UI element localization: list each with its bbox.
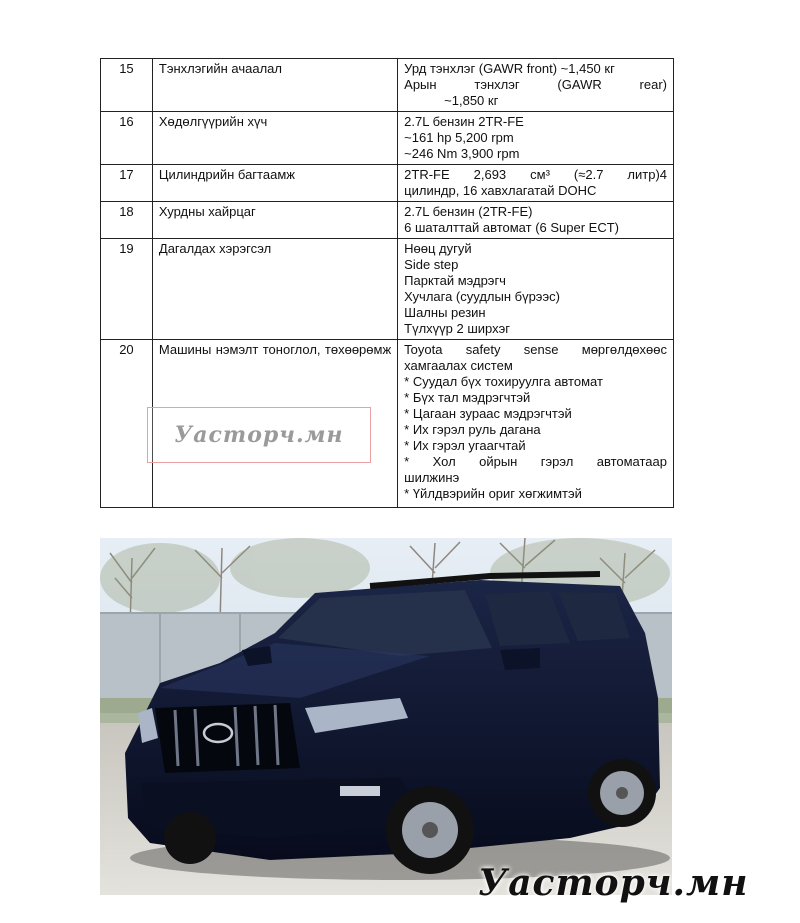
spec-row-15 [101, 59, 674, 112]
spec-value-line: цилиндр, 16 хавхлагатай DOHC [404, 183, 597, 198]
spec-name: Хөдөлгүүрийн хүч [152, 112, 397, 165]
row-number: 17 [101, 165, 153, 202]
spec-value-line: * Их гэрэл угаагчтай [404, 438, 526, 453]
spec-value [398, 59, 674, 112]
spec-value-line: * Хол ойрын гэрэл автоматаар [404, 454, 667, 469]
spec-value-line: 2.7L бензин (2TR-FE) [404, 204, 533, 219]
spec-value-line: * Их гэрэл руль дагана [404, 422, 541, 437]
spec-row-16 [101, 112, 674, 165]
spec-name: Дагалдах хэрэгсэл [152, 239, 397, 340]
row-number: 18 [101, 202, 153, 239]
spec-value-line: Урд тэнхлэг (GAWR front) ~1,450 кг [404, 61, 615, 76]
spec-value-line: хамгаалах систем [404, 358, 513, 373]
spec-value-line: * Суудал бүх тохируулга автомат [404, 374, 603, 389]
spec-value-line: Side step [404, 257, 459, 272]
suv-illustration [100, 538, 672, 895]
spec-value-line: ~246 Nm 3,900 rpm [404, 146, 520, 161]
spec-value-line: Түлхүүр 2 ширхэг [404, 321, 511, 336]
spec-row-17 [101, 165, 674, 202]
spec-value [398, 202, 674, 239]
spec-name: Машины нэмэлт тоноглол, төхөөрөмж [152, 340, 397, 508]
spec-value [398, 340, 674, 508]
spec-value-line: ~1,850 кг [444, 93, 499, 108]
spec-value-line: Шалны резин [404, 305, 486, 320]
spec-value-line: * Бүх тал мэдрэгчтэй [404, 390, 531, 405]
row-number: 19 [101, 239, 153, 340]
spec-value-line: шилжинэ [404, 470, 460, 485]
spec-value-line: 2TR-FE 2,693 см³ (≈2.7 литр)4 [404, 167, 667, 182]
spec-value [398, 165, 674, 202]
watermark-stamp [147, 407, 371, 463]
spec-value-line: Toyota safety sense мөргөлдөхөөс [404, 342, 667, 357]
stamp-text: Уасторч.мн [174, 422, 344, 448]
spec-name: Тэнхлэгийн ачаалал [152, 59, 397, 112]
row-number: 20 [101, 340, 153, 508]
row-number: 16 [101, 112, 153, 165]
spec-value-line: Хучлага (суудлын бүрээс) [404, 289, 560, 304]
spec-value [398, 112, 674, 165]
row-number: 15 [101, 59, 153, 112]
spec-value-line: 2.7L бензин 2TR-FE [404, 114, 524, 129]
spec-value-line: * Үйлдвэрийн ориг хөгжимтэй [404, 486, 582, 501]
spec-row-18 [101, 202, 674, 239]
spec-name: Цилиндрийн багтаамж [152, 165, 397, 202]
spec-row-19 [101, 239, 674, 340]
brand-watermark: Уасторч.мн [478, 862, 749, 904]
spec-value-line: Парктай мэдрэгч [404, 273, 506, 288]
spec-value [398, 239, 674, 340]
spec-name: Хурдны хайрцаг [152, 202, 397, 239]
spec-value-line: 6 шаталттай автомат (6 Super ECT) [404, 220, 619, 235]
spec-value-line: * Цагаан зураас мэдрэгчтэй [404, 406, 572, 421]
spec-value-line: Арын тэнхлэг (GAWR rear) [404, 77, 667, 92]
car-photo [100, 538, 672, 895]
spec-value-line: Нөөц дугуй [404, 241, 472, 256]
spec-value-line: ~161 hp 5,200 rpm [404, 130, 514, 145]
